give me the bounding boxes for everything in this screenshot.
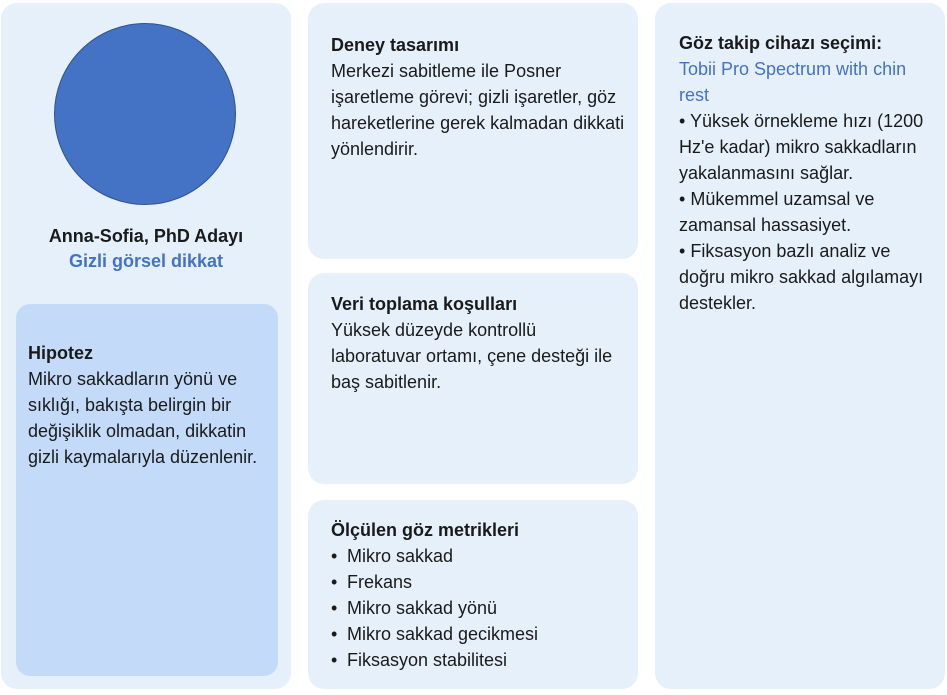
hypothesis-box <box>16 304 278 676</box>
list-item: • Fiksasyon bazlı analiz ve doğru mikro sakkad algılamayı destekler. <box>679 241 924 313</box>
hypothesis-title: Hipotez <box>28 343 93 363</box>
metrics-list <box>331 543 626 673</box>
conditions-text: Yüksek düzeyde kontrollü laboratuvar ortamı, çene desteği ile baş sabitlenir. <box>331 320 613 392</box>
conditions-title: Veri toplama koşulları <box>331 294 518 314</box>
avatar <box>54 23 236 205</box>
profile-panel <box>1 3 291 689</box>
design-card <box>308 3 638 259</box>
list-item: • Yüksek örnekleme hızı (1200 Hz'e kadar) mikro sakkadların yakalanmasını sağlar. <box>679 111 924 183</box>
hypothesis-text: Mikro sakkadların yönü ve sıklığı, bakışta belirgin bir değişiklik olmadan, dikkatin gizli kaymalarıyla düzenlenir. <box>28 369 258 467</box>
device-title: Göz takip cihazı seçimi: <box>679 33 883 53</box>
list-item: • Mikro sakkad <box>331 546 454 566</box>
conditions-card <box>308 273 638 484</box>
design-text: Merkezi sabitleme ile Posner işaretleme görevi; gizli işaretler, göz hareketlerine gerek kalmadan dikkati yönlendirir. <box>331 61 625 159</box>
device-features-list <box>679 108 931 316</box>
list-item: • Mikro sakkad yönü <box>331 598 498 618</box>
list-item: • Frekans <box>331 572 413 592</box>
metrics-title: Ölçülen göz metrikleri <box>331 520 520 540</box>
device-name: Tobii Pro Spectrum with chin rest <box>679 59 907 105</box>
metrics-card <box>308 500 638 689</box>
list-item: • Fiksasyon stabilitesi <box>331 650 508 670</box>
person-name: Anna-Sofia, PhD Adayı <box>48 226 244 246</box>
list-item: • Mikro sakkad gecikmesi <box>331 624 539 644</box>
design-title: Deney tasarımı <box>331 35 460 55</box>
device-panel <box>655 3 945 689</box>
research-topic: Gizli görsel dikkat <box>68 251 224 271</box>
list-item: • Mükemmel uzamsal ve zamansal hassasiyet. <box>679 189 875 235</box>
